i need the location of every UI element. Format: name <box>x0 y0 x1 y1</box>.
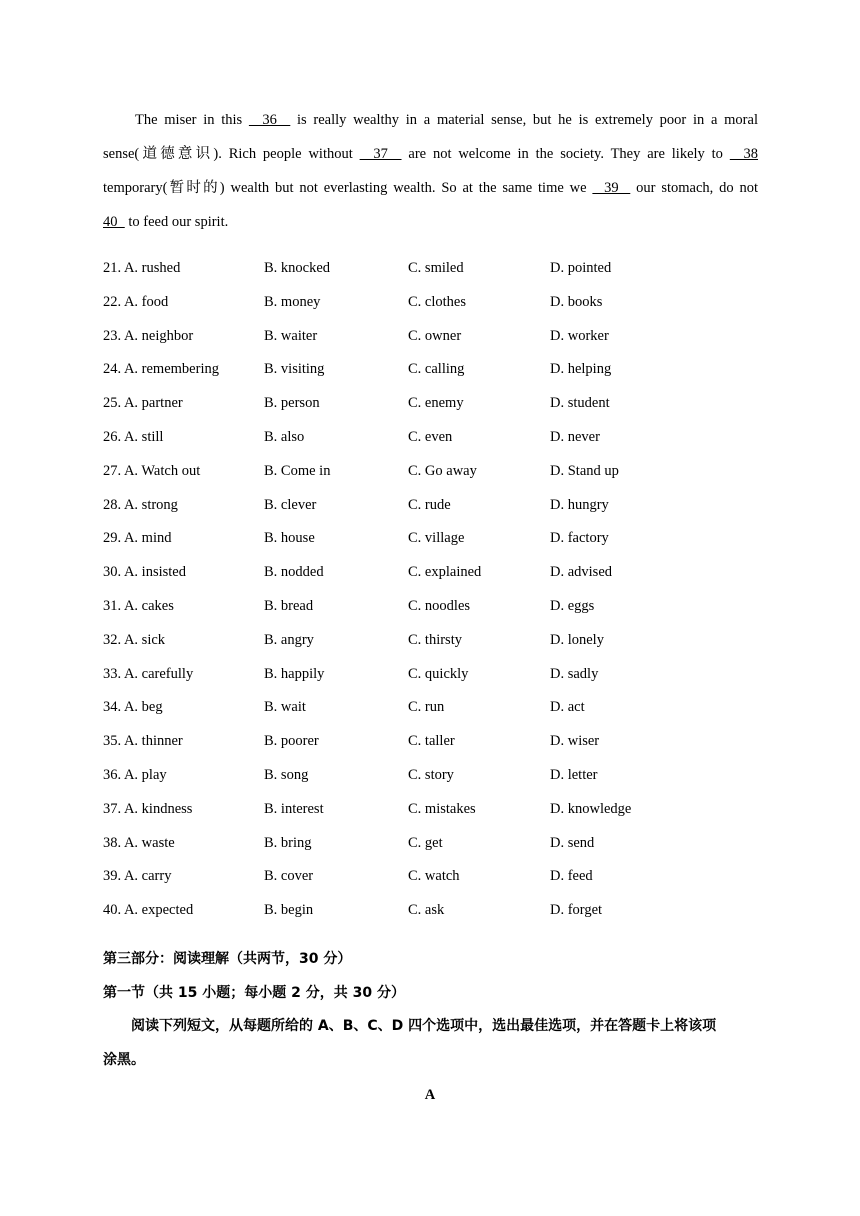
option-a: 30. A. insisted <box>103 564 186 581</box>
option-row <box>103 860 758 894</box>
option-d: D. factory <box>550 530 609 547</box>
option-a: 24. A. remembering <box>103 361 219 378</box>
option-c: C. get <box>408 834 443 851</box>
passage-line <box>103 137 758 171</box>
option-c: C. story <box>408 766 454 783</box>
option-b: B. clever <box>264 496 317 513</box>
option-c: C. explained <box>408 564 482 581</box>
blank-38: 38 <box>729 146 759 162</box>
option-c: C. smiled <box>408 260 464 276</box>
option-d: D. pointed <box>550 260 612 276</box>
passage-line <box>103 205 758 239</box>
blank-40: 40 <box>103 214 125 230</box>
option-a: 36. A. play <box>103 766 167 783</box>
option-a: 23. A. neighbor <box>103 327 194 344</box>
passage-text: The miser in this <box>135 112 249 128</box>
option-row <box>103 827 758 861</box>
option-row <box>103 320 758 354</box>
option-d: D. sadly <box>550 665 599 682</box>
reading-instruction <box>103 1009 758 1077</box>
option-b: B. money <box>264 293 321 310</box>
option-a: 27. A. Watch out <box>103 462 201 479</box>
option-row <box>103 252 758 286</box>
option-row <box>103 489 758 523</box>
option-row <box>103 387 758 421</box>
passage-text: are not welcome in the society. They are likely to <box>401 146 730 162</box>
option-d: D. knowledge <box>550 800 632 817</box>
blank-37: 37 <box>359 146 402 162</box>
option-c: C. mistakes <box>408 800 476 817</box>
option-b: B. knocked <box>264 260 331 276</box>
option-row <box>103 759 758 793</box>
passage-text: sense(道德意识). Rich people without <box>103 146 360 162</box>
part-three-title: 第三部分：阅读理解（共两节，30 分） <box>103 951 352 967</box>
option-c: C. Go away <box>408 462 477 479</box>
option-b: B. song <box>264 766 309 783</box>
option-d: D. never <box>550 428 600 445</box>
instruction-line: 涂黑。 <box>103 1052 145 1068</box>
option-d: D. act <box>550 699 585 716</box>
option-b: B. visiting <box>264 361 325 378</box>
option-a: 22. A. food <box>103 293 169 310</box>
option-a: 32. A. sick <box>103 631 166 648</box>
option-c: C. even <box>408 428 453 445</box>
blank-36: 36 <box>248 112 291 128</box>
option-c: C. quickly <box>408 665 469 682</box>
option-a: 29. A. mind <box>103 530 172 547</box>
passage-line <box>103 171 758 205</box>
passage-text: temporary(暂时的) wealth but not everlasting wealth. So at the same time we <box>103 180 593 196</box>
option-b: B. happily <box>264 665 325 682</box>
option-c: C. watch <box>408 868 460 885</box>
option-row <box>103 353 758 387</box>
option-a: 39. A. carry <box>103 868 172 885</box>
instruction-line: 阅读下列短文，从每题所给的 A、B、C、D 四个选项中，选出最佳选项，并在答题卡上将该项 <box>131 1018 717 1034</box>
section-one-title: 第一节（共 15 小题；每小题 2 分，共 30 分） <box>103 985 405 1001</box>
option-row <box>103 286 758 320</box>
option-d: D. Stand up <box>550 462 619 479</box>
option-b: B. poorer <box>264 733 319 750</box>
option-c: C. rude <box>408 496 451 513</box>
option-row <box>103 624 758 658</box>
option-d: D. wiser <box>550 733 600 750</box>
option-d: D. advised <box>550 564 613 581</box>
option-row <box>103 725 758 759</box>
option-d: D. helping <box>550 361 612 378</box>
option-row <box>103 793 758 827</box>
option-row <box>103 522 758 556</box>
option-b: B. begin <box>264 902 314 919</box>
option-a: 31. A. cakes <box>103 597 174 614</box>
passage-text: to feed our spirit. <box>124 214 229 230</box>
option-b: B. house <box>264 530 315 547</box>
option-d: D. letter <box>550 766 598 783</box>
option-row <box>103 455 758 489</box>
option-c: C. village <box>408 530 465 547</box>
option-c: C. owner <box>408 327 462 344</box>
option-b: B. bread <box>264 597 314 614</box>
option-row <box>103 590 758 624</box>
option-b: B. cover <box>264 868 314 885</box>
option-b: B. interest <box>264 800 324 817</box>
passage-label: A <box>424 1087 436 1103</box>
option-row <box>103 691 758 725</box>
option-b: B. person <box>264 395 320 412</box>
option-b: B. bring <box>264 834 312 851</box>
option-a: 40. A. expected <box>103 902 194 919</box>
option-row <box>103 894 758 928</box>
option-a: 28. A. strong <box>103 496 178 513</box>
option-a: 34. A. beg <box>103 699 163 716</box>
option-a: 38. A. waste <box>103 834 175 851</box>
option-c: C. taller <box>408 733 455 750</box>
passage-line <box>103 103 758 137</box>
option-b: B. angry <box>264 631 314 648</box>
option-d: D. books <box>550 293 603 310</box>
option-d: D. lonely <box>550 631 604 648</box>
option-a: 33. A. carefully <box>103 665 194 682</box>
answer-options-list <box>103 252 758 928</box>
option-c: C. clothes <box>408 293 466 310</box>
passage-text: is really wealthy in a material sense, but he is extremely poor in a moral <box>290 112 758 128</box>
option-a: 37. A. kindness <box>103 800 193 817</box>
option-a: 21. A. rushed <box>103 260 181 276</box>
option-d: D. worker <box>550 327 609 344</box>
option-a: 26. A. still <box>103 428 164 445</box>
cloze-passage-ending <box>103 103 758 239</box>
option-d: D. send <box>550 834 595 851</box>
option-d: D. hungry <box>550 496 609 513</box>
option-d: D. student <box>550 395 610 412</box>
option-b: B. wait <box>264 699 306 716</box>
option-d: D. feed <box>550 868 593 885</box>
option-c: C. enemy <box>408 395 464 412</box>
option-c: C. noodles <box>408 597 471 614</box>
option-row <box>103 658 758 692</box>
option-c: C. run <box>408 699 445 716</box>
option-a: 35. A. thinner <box>103 733 183 750</box>
option-d: D. forget <box>550 902 603 919</box>
option-d: D. eggs <box>550 597 595 614</box>
passage-text: our stomach, do not <box>630 180 758 196</box>
option-b: B. also <box>264 428 305 445</box>
option-row <box>103 421 758 455</box>
blank-39: 39 <box>592 180 631 196</box>
option-b: B. nodded <box>264 564 324 581</box>
option-a: 25. A. partner <box>103 395 183 412</box>
option-c: C. calling <box>408 361 465 378</box>
option-row <box>103 556 758 590</box>
option-b: B. waiter <box>264 327 318 344</box>
option-c: C. thirsty <box>408 631 462 648</box>
option-b: B. Come in <box>264 462 331 479</box>
option-c: C. ask <box>408 902 445 919</box>
